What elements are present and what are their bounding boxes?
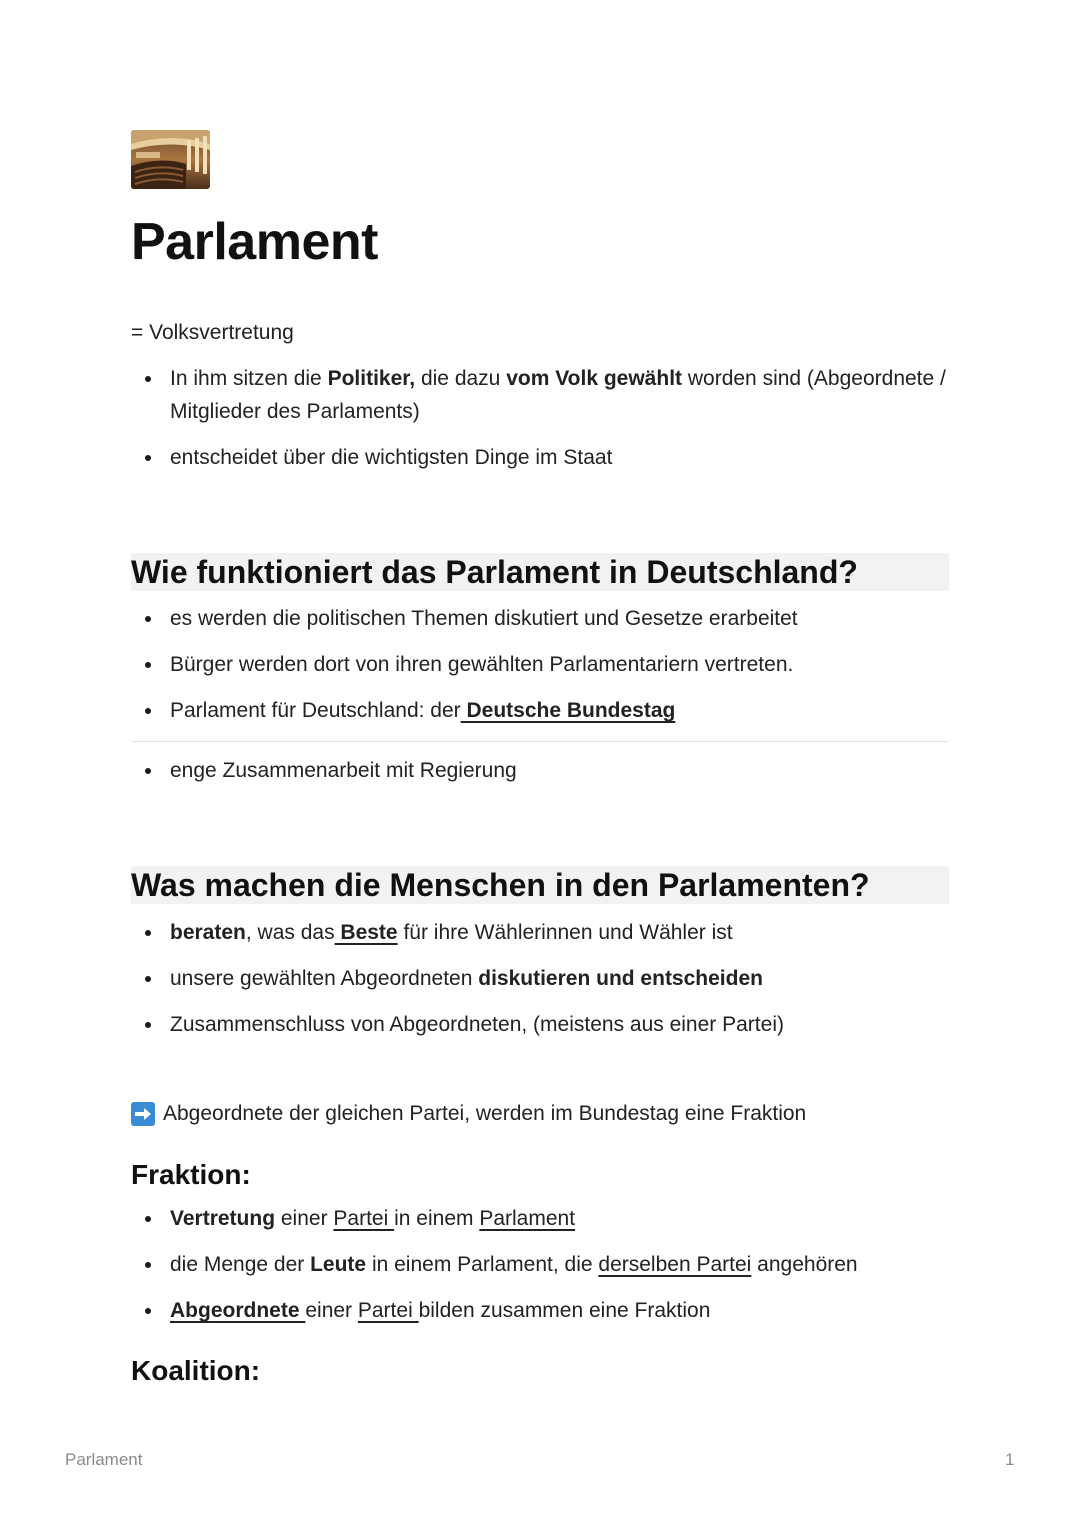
function-list <box>131 602 951 740</box>
intro-definition: = Volksvertretung <box>131 321 294 344</box>
derselben-partei-link[interactable]: derselben Partei <box>598 1253 752 1276</box>
arrow-note-text: Abgeordnete der gleichen Partei, werden im Bundestag eine Fraktion <box>163 1102 807 1125</box>
fraktion-heading: Fraktion: <box>131 1159 251 1190</box>
people-list <box>131 916 951 1054</box>
page-title: Parlament <box>131 213 378 271</box>
list-item: unsere gewählten Abgeordneten diskutieren und entscheiden <box>131 962 951 995</box>
partei-link[interactable]: Partei <box>333 1207 395 1230</box>
list-item: enge Zusammenarbeit mit Regierung <box>131 754 951 787</box>
list-item: entscheidet über die wichtigsten Dinge im Staat <box>131 441 951 474</box>
right-arrow-icon <box>131 1102 155 1126</box>
fraktion-list <box>131 1202 951 1340</box>
partei-link-2[interactable]: Partei <box>357 1299 419 1322</box>
list-item: die Menge der Leute in einem Parlament, die derselben Partei angehören <box>131 1248 951 1281</box>
beste-link[interactable]: Beste <box>334 921 398 944</box>
parliament-hall-image <box>131 130 210 189</box>
list-item: In ihm sitzen die Politiker, die dazu vom Volk gewählt worden sind (Abgeordnete / Mitglieder des Parlaments) <box>131 362 951 428</box>
list-item: Abgeordnete einer Partei bilden zusammen eine Fraktion <box>131 1294 951 1327</box>
abgeordnete-link[interactable]: Abgeordnete <box>170 1299 306 1322</box>
koalition-heading: Koalition: <box>131 1355 261 1386</box>
function-list-continued <box>131 754 951 800</box>
list-item: beraten, was das Beste für ihre Wählerinnen und Wähler ist <box>131 916 951 949</box>
footer-title: Parlament <box>65 1450 143 1469</box>
intro-list <box>131 362 951 487</box>
list-item: Bürger werden dort von ihren gewählten Parlamentariern vertreten. <box>131 648 951 681</box>
page-number: 1 <box>1005 1450 1015 1469</box>
list-item: Parlament für Deutschland: der Deutsche Bundestag <box>131 694 951 727</box>
section-heading-function: Wie funktioniert das Parlament in Deutschland? <box>131 553 949 591</box>
parlament-link[interactable]: Parlament <box>479 1207 576 1230</box>
list-item: es werden die politischen Themen diskutiert und Gesetze erarbeitet <box>131 602 951 635</box>
section-heading-people: Was machen die Menschen in den Parlamenten? <box>131 866 949 904</box>
list-item: Vertretung einer Partei in einem Parlament <box>131 1202 951 1235</box>
list-item: Zusammenschluss von Abgeordneten, (meistens aus einer Partei) <box>131 1008 951 1041</box>
divider <box>131 741 949 742</box>
arrow-note <box>131 1102 806 1126</box>
bundestag-link[interactable]: Deutsche Bundestag <box>460 699 676 722</box>
